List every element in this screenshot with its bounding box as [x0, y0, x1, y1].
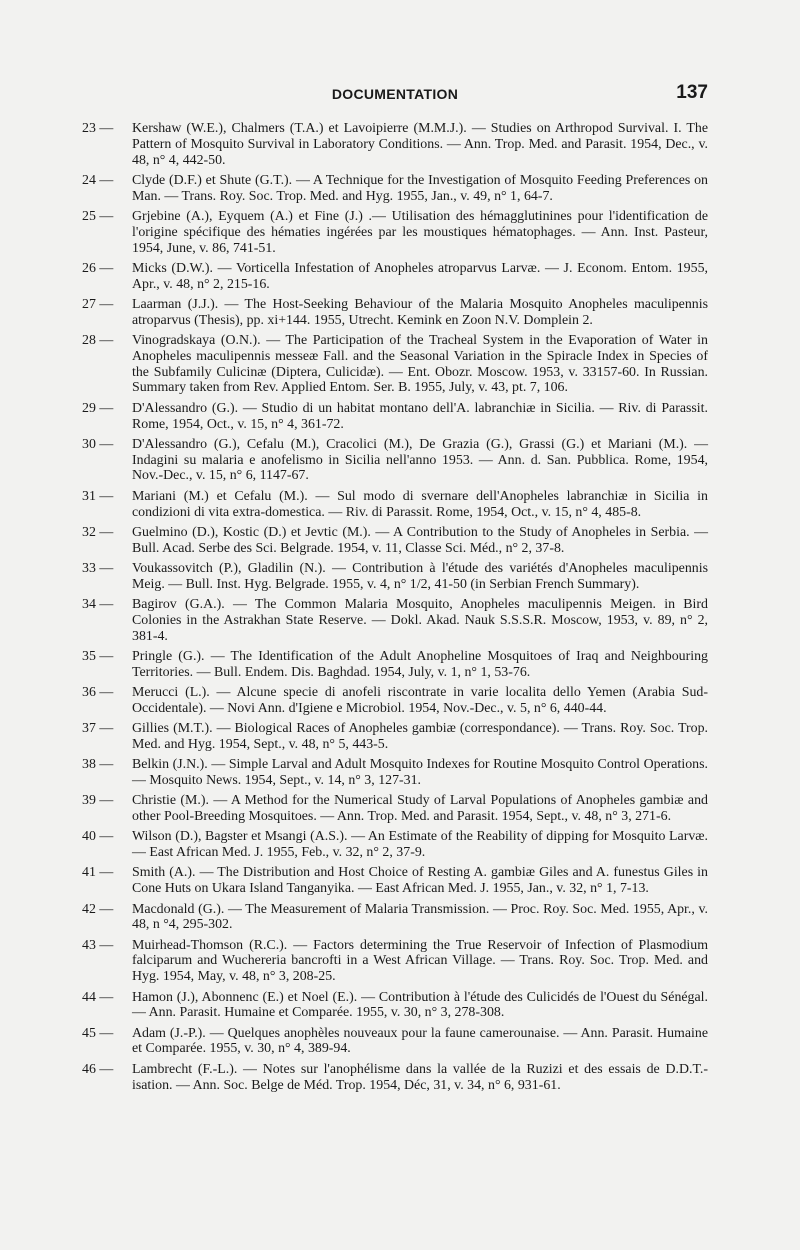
page-header — [82, 82, 708, 108]
reference-authors: D'Alessandro (G.). — [132, 400, 239, 416]
reference-authors: Grjebine (A.), Eyquem (A.) et Fine (J.) — [132, 208, 363, 224]
reference-citation: — Sul modo di svernare dell'Anopheles labranchiæ in Sicilia in condizioni di vita extra-domestica. — Riv. di Parassit. Rome, 1954, Oct., v. 15, n° 4, 485-8. — [132, 488, 708, 520]
reference-citation: — The Distribution and Host Choice of Resting A. gambiæ Giles and A. funestus Giles in Cone Huts on Ukara Island Tanganyika. — East African Med. J. 1955, Jan., v. 32, n° 1, 7-13. — [132, 865, 708, 897]
reference-number: 25 — — [82, 208, 114, 224]
reference-citation: — The Measurement of Malaria Transmission. — Proc. Roy. Soc. Med. 1955, Apr., v. 48, n °4, 295-302. — [132, 901, 708, 933]
reference-authors: Wilson (D.), Bagster et Msangi (A.S.). — [132, 829, 348, 845]
reference-number: 40 — — [82, 829, 114, 845]
reference-body — [132, 525, 708, 557]
reference-entry — [82, 990, 708, 1022]
reference-entry — [82, 173, 708, 205]
reference-number: 46 — — [82, 1061, 114, 1077]
reference-body — [132, 793, 708, 825]
reference-number: 32 — — [82, 524, 114, 540]
reference-body — [132, 297, 708, 329]
reference-number: 27 — — [82, 296, 114, 312]
reference-entry — [82, 297, 708, 329]
reference-entry — [82, 209, 708, 256]
reference-authors: Guelmino (D.), Kostic (D.) et Jevtic (M.). — [132, 524, 371, 540]
reference-authors: Adam (J.-P.). — [132, 1025, 206, 1041]
reference-authors: Laarman (J.J.). — [132, 296, 219, 312]
reference-number: 35 — — [82, 648, 114, 664]
running-title: DOCUMENTATION — [331, 86, 459, 102]
reference-entry — [82, 685, 708, 717]
reference-citation: — The Participation of the Tracheal System in the Evaporation of Water in Anopheles maculipennis messeæ Fall. and the Seasonal Variation in the Spiracle Index in Species of the Subfamily Culicinæ (Diptera, Culicidæ). — Ent. Obozr. Moscow. 1953, v. 33157-60. In Russian. Summary taken from Rev. Applied Entom. Ser. B. 1955, July, v. 43, pt. 7, 106. — [132, 333, 708, 396]
reference-authors: Mariani (M.) et Cefalu (M.). — [132, 488, 308, 504]
reference-entry — [82, 757, 708, 789]
reference-body — [132, 209, 708, 256]
reference-body — [132, 333, 708, 396]
reference-number: 33 — — [82, 560, 114, 576]
reference-body — [132, 489, 708, 521]
reference-citation: — A Method for the Numerical Study of Larval Populations of Anopheles gambiæ and other Pool-Breeding Mosquitoes. — Ann. Trop. Med. and Parasit. 1954, Sept., v. 48, n° 3, 271-6. — [132, 793, 708, 825]
reference-entry — [82, 121, 708, 168]
reference-number: 36 — — [82, 685, 114, 700]
reference-entry — [82, 829, 708, 861]
reference-body — [132, 865, 708, 897]
reference-entry — [82, 1026, 708, 1058]
reference-number: 24 — — [82, 172, 114, 188]
reference-authors: Muirhead-Thomson (R.C.). — [132, 937, 288, 953]
reference-authors: Clyde (D.F.) et Shute (G.T.). — [132, 172, 293, 188]
reference-body — [132, 829, 708, 861]
reference-number: 44 — — [82, 989, 114, 1005]
reference-number: 34 — — [82, 597, 114, 613]
reference-citation: — Vorticella Infestation of Anopheles atroparvus Larvæ. — J. Econom. Entom. 1955, Apr., v. 48, n° 2, 215-16. — [132, 260, 708, 292]
reference-authors: Kershaw (W.E.), Chalmers (T.A.) et Lavoipierre (M.M.J.). — [132, 121, 467, 136]
reference-authors: Bagirov (G.A.). — [132, 597, 225, 613]
reference-entry — [82, 721, 708, 753]
reference-entry — [82, 261, 708, 293]
reference-body — [132, 261, 708, 293]
reference-entry — [82, 902, 708, 934]
reference-citation: — Quelques anophèles nouveaux pour la faune camerounaise. — Ann. Parasit. Humaine et Comparée. 1955, v. 30, n° 4, 389-94. — [132, 1025, 708, 1057]
reference-body — [132, 1026, 708, 1058]
reference-entry — [82, 525, 708, 557]
reference-citation: — Contribution à l'étude des Culicidés de l'Ouest du Sénégal. — Ann. Parasit. Humaine et Comparée. 1955, v. 30, n° 3, 278-308. — [132, 989, 708, 1021]
reference-body — [132, 173, 708, 205]
reference-body — [132, 649, 708, 681]
reference-entry — [82, 938, 708, 985]
reference-authors: Smith (A.). — [132, 865, 196, 881]
reference-authors: Lambrecht (F.-L.). — [132, 1061, 238, 1077]
reference-list — [82, 121, 708, 1098]
reference-entry — [82, 333, 708, 396]
reference-entry — [82, 865, 708, 897]
reference-number: 38 — — [82, 757, 114, 773]
reference-body — [132, 597, 708, 644]
reference-authors: Belkin (J.N.). — [132, 757, 208, 773]
reference-body — [132, 121, 708, 168]
reference-body — [132, 401, 708, 433]
reference-number: 30 — — [82, 436, 114, 452]
reference-number: 39 — — [82, 793, 114, 809]
reference-number: 37 — — [82, 721, 114, 737]
reference-citation: — An Estimate of the Reability of dipping for Mosquito Larvæ. — East African Med. J. 1955, Feb., v. 32, n° 2, 37-9. — [132, 829, 709, 861]
reference-citation: — Indagini su malaria e anofelismo in Sicilia nell'anno 1953. — Ann. d. San. Pubblica. Rome, 1954, Nov.-Dec., v. 15, n° 6, 1147-67. — [132, 436, 708, 484]
reference-citation: — Simple Larval and Adult Mosquito Indexes for Routine Mosquito Control Operations. — Mosquito News. 1954, Sept., v. 14, n° 3, 127-31. — [132, 757, 709, 788]
reference-body — [132, 721, 708, 753]
reference-citation: — A Technique for the Investigation of Mosquito Feeding Preferences on Man. — Trans. Roy. Soc. Trop. Med. and Hyg. 1955, Jan., v. 49, n° 1, 64-7. — [132, 172, 708, 204]
reference-number: 43 — — [82, 937, 114, 953]
reference-number: 26 — — [82, 260, 114, 276]
reference-number: 42 — — [82, 901, 114, 917]
reference-number: 41 — — [82, 865, 114, 881]
reference-authors: Macdonald (G.). — [132, 901, 225, 917]
reference-body — [132, 685, 708, 717]
reference-citation: — Notes sur l'anophélisme dans la vallée de la Ruzizi et des essais de D.D.T.-isation. — Ann. Soc. Belge de Méd. Trop. 1954, Déc, 31, v. 34, n° 6, 931-61. — [132, 1061, 709, 1093]
reference-citation: — Studies on Arthropod Survival. I. The Pattern of Mosquito Survival in Laboratory Conditions. — Ann. Trop. Med. and Parasit. 1954, Dec., v. 48, n° 4, 442-50. — [132, 121, 708, 168]
reference-number: 28 — — [82, 333, 114, 349]
reference-citation: — Biological Races of Anopheles gambiæ (correspondance). — Trans. Roy. Soc. Trop. Med. and Hyg. 1954, Sept., v. 48, n° 5, 443-5. — [132, 721, 708, 752]
reference-number: 23 — — [82, 121, 114, 136]
reference-citation: — The Host-Seeking Behaviour of the Malaria Mosquito Anopheles maculipennis atroparvus (Thesis), pp. xi+144. 1955, Utrecht. Kemink en Zoon N.V. Domplein 2. — [132, 296, 709, 328]
reference-body — [132, 561, 708, 593]
reference-citation: .— Utilisation des hémagglutinines pour l'identification de l'origine spécifique des hématies ingérées par les moustiques hématophages. — Ann. Inst. Pasteur, 1954, June, v. 86, 741-51. — [132, 208, 708, 256]
reference-number: 29 — — [82, 400, 114, 416]
reference-body — [132, 990, 708, 1022]
reference-body — [132, 938, 708, 985]
reference-entry — [82, 793, 708, 825]
page-number: 137 — [676, 82, 708, 103]
reference-citation: — The Common Malaria Mosquito, Anopheles maculipennis Meigen. in Bird Colonies in the Astrakhan State Reserve. — Dokl. Akad. Nauk S.S.S.R. Moscow, 1953, v. 89, n° 2, 381-4. — [132, 597, 708, 644]
reference-body — [132, 437, 708, 484]
reference-entry — [82, 561, 708, 593]
reference-authors: Micks (D.W.). — [132, 260, 213, 276]
reference-entry — [82, 1062, 708, 1094]
reference-entry — [82, 401, 708, 433]
reference-citation: — Alcune specie di anofeli riscontrate in varie localita dello Yemen (Arabia Sud-Occidentale). — Novi Ann. d'Igiene e Microbiol. 1954, Nov.-Dec., v. 5, n° 6, 440-44. — [132, 685, 708, 716]
reference-body — [132, 902, 708, 934]
reference-authors: Merucci (L.). — [132, 685, 210, 700]
reference-citation: — A Contribution to the Study of Anopheles in Serbia. — Bull. Acad. Serbe des Sci. Belgrade. 1954, v. 11, Classe Sci. Méd., n° 2, 37-8. — [132, 524, 708, 556]
reference-number: 31 — — [82, 488, 114, 504]
reference-entry — [82, 597, 708, 644]
reference-authors: Christie (M.). — [132, 793, 209, 809]
reference-authors: Gillies (M.T.). — [132, 721, 213, 737]
reference-authors: Hamon (J.), Abonnenc (E.) et Noel (E.). — [132, 989, 358, 1005]
reference-entry — [82, 649, 708, 681]
reference-body — [132, 1062, 708, 1094]
reference-citation: — Studio di un habitat montano dell'A. labranchiæ in Sicilia. — Riv. di Parassit. Rome, 1954, Oct., v. 15, n° 4, 361-72. — [132, 400, 708, 432]
reference-entry — [82, 437, 708, 484]
reference-authors: D'Alessandro (G.), Cefalu (M.), Cracolici (M.), De Grazia (G.), Grassi (G.) et Mariani (M.). — [132, 436, 688, 452]
reference-authors: Vinogradskaya (O.N.). — [132, 333, 261, 349]
reference-entry — [82, 489, 708, 521]
reference-authors: Voukassovitch (P.), Gladilin (N.). — [132, 560, 326, 576]
reference-citation: — Contribution à l'étude des variétés d'Anopheles maculipennis Meig. — Bull. Inst. Hyg. Belgrade. 1955, v. 4, n° 1/2, 41-50 (in Serbian French Summary). — [132, 560, 708, 592]
reference-citation: — Factors determining the True Reservoir of Infection of Plasmodium falciparum and Wuchereria bancrofti in a West African Village. — Trans. Roy. Soc. Trop. Med. and Hyg. 1954, May, v. 48, n° 3, 208-25. — [132, 937, 709, 985]
reference-authors: Pringle (G.). — [132, 648, 205, 664]
reference-body — [132, 757, 708, 789]
reference-citation: — The Identification of the Adult Anopheline Mosquitoes of Iraq and Neighbouring Territories. — Bull. Endem. Dis. Baghdad. 1954, July, v. 1, n° 1, 53-76. — [132, 648, 709, 680]
reference-number: 45 — — [82, 1025, 114, 1041]
